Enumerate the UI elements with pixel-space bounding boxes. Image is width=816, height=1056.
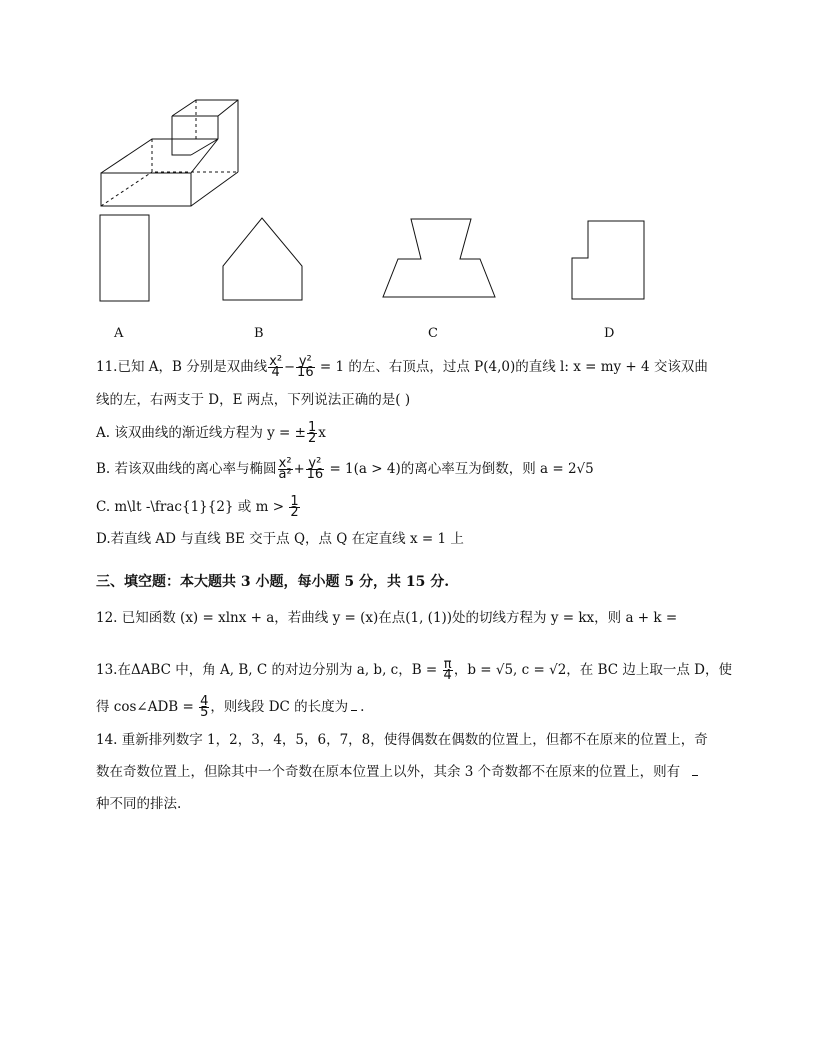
q11-line-2: 线的左，右两支于 D，E 两点，下列说法正确的是( ) [96, 392, 411, 408]
q14-line-1: 14. 重新排列数字 1，2，3，4，5，6，7，8，使得偶数在偶数的位置上，但都不在原来的位置上，奇 [96, 732, 708, 748]
q11-option-c: C. m\lt -\frac{1}{2} 或 m > $\frac{1}{2}$ [96, 494, 299, 520]
option-c-shape [383, 219, 495, 297]
option-b-label: B [254, 326, 264, 341]
option-d-shape [572, 221, 644, 299]
geometry-figures [0, 0, 816, 330]
option-a-shape [100, 215, 149, 301]
q12-text: 12. 已知函数 (x) = xlnx + a，若曲线 y = (x)在点(1, (1))处的切线方程为 y = kx，则 a + k = [96, 610, 678, 626]
q11-option-a: A. 该双曲线的渐近线方程为 y = ± $\frac{1}{2}$ x [96, 420, 326, 446]
q14-line-3: 种不同的排法. [96, 796, 182, 812]
option-c-label: C [428, 326, 438, 341]
three-view-solid [101, 100, 238, 206]
option-b-shape [223, 218, 302, 300]
q14-line-2: 数在奇数位置上，但除其中一个奇数在原本位置上以外，其余 3 个奇数都不在原来的位置上，则有 [96, 762, 701, 782]
answer-blank [351, 710, 357, 711]
option-a-label: A [114, 326, 124, 341]
answer-blank [692, 775, 698, 776]
q13-line-1: 13.在ΔABC 中，角 A, B, C 的对边分别为 a, b, c，B = $\frac{\pi}{4}$ ，b = √5, c = √2，在 BC 边上取一点 D，使 [96, 657, 732, 683]
q11-option-b: B. 若该双曲线的离心率与椭圆 $\frac{\text{x²}}{\text{a²}}$ + $\frac{\text{y²}}{16}$ = 1(a > 4)的离心率互为倒数，则 a = 2√5 [96, 456, 594, 482]
q11-option-d: D.若直线 AD 与直线 BE 交于点 Q，点 Q 在定直线 x = 1 上 [96, 531, 464, 547]
q13-line-2: 得 cos∠ADB = $\frac{4}{5}$ ，则线段 DC 的长度为 . [96, 694, 365, 720]
section-title: 三、填空题：本大题共 3 小题，每小题 5 分，共 15 分. [96, 574, 450, 590]
q11-line-1: 11.已知 A，B 分别是双曲线 $\frac{\text{x²}}{4}$ − $\frac{\text{y²}}{16}$ = 1 的左、右顶点，过点 P(4,0)的直线 l: x = my + 4 交该双曲 [96, 354, 708, 380]
option-d-label: D [604, 326, 615, 341]
